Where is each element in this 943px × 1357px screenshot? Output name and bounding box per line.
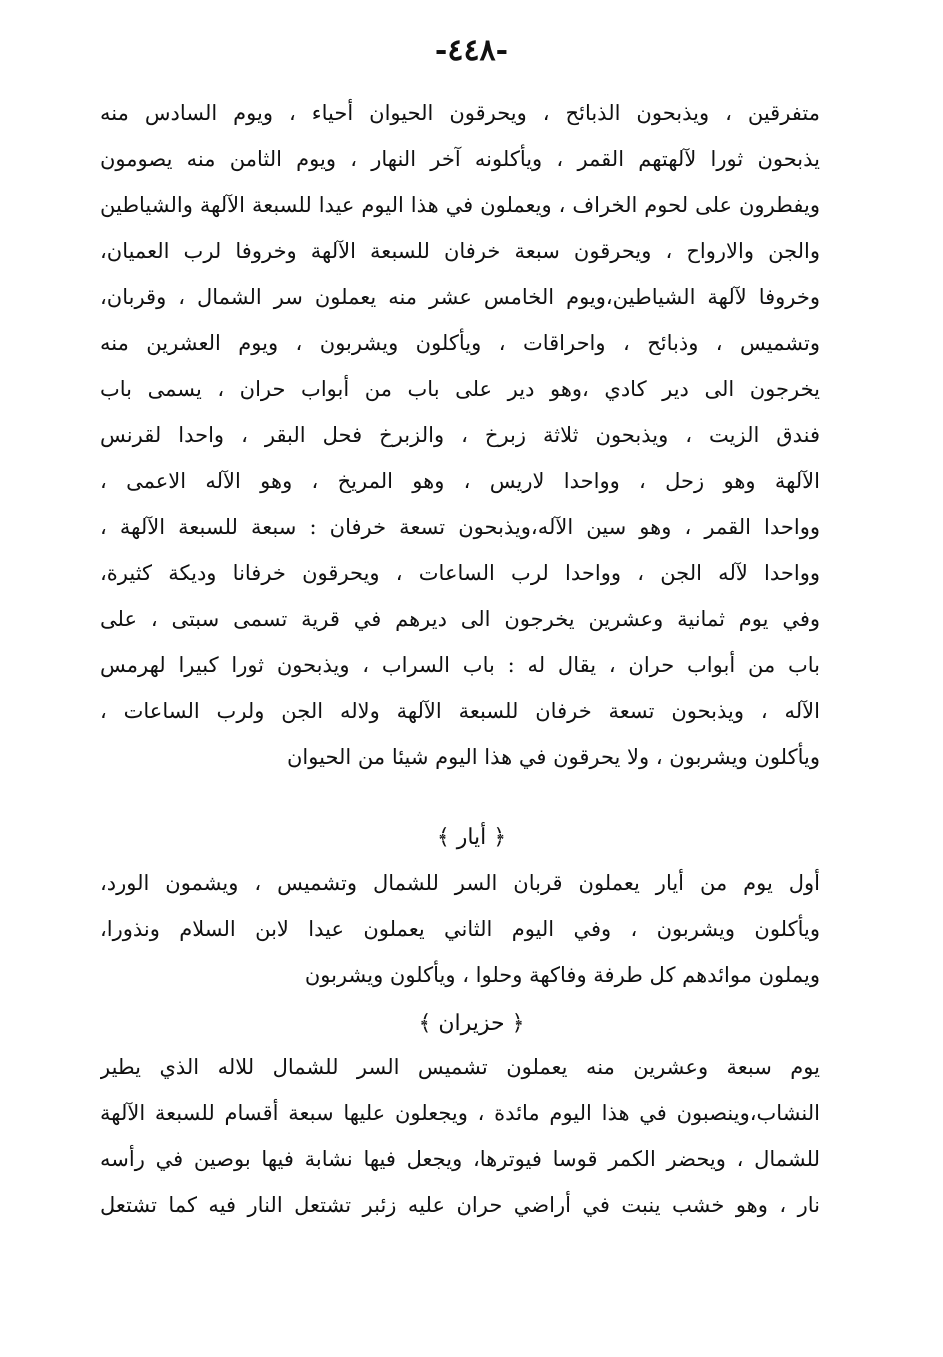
text-line: وخروفا لآلهة الشياطين،ويوم الخامس عشر منه يعملون سر الشمال ، وقربان، [100, 285, 820, 309]
text-line: للشمال ، ويحضر الكمر قوسا فيوترها، ويجعل فيها نشابة فيها بوصين في رأسه [100, 1147, 820, 1171]
text-line: يخرجون الى دير كادي ،وهو دير على باب من أبواب حران ، يسمى باب [100, 377, 820, 401]
text-line: والجن والارواح ، ويحرقون سبعة خرفان للسبعة الآلهة وخروفا لرب العميان، [100, 239, 820, 263]
text-line: أول يوم من أيار يعملون قربان السر للشمال وتشميس ، ويشمون الورد، [100, 871, 820, 895]
text-line: ويأكلون ويشربون ، وفي اليوم الثاني يعملون عيدا لابن السلام ونذورا، [100, 917, 820, 941]
text-line: ويأكلون ويشربون ، ولا يحرقون في هذا اليوم شيئا من الحيوان [287, 745, 820, 769]
text-line: نار ، وهو خشب ينبت في أراضي حران عليه زئبر تشتعل النار فيه كما تشتعل [100, 1193, 820, 1217]
text-line: ويفطرون على لحوم الخراف ، ويعملون في هذا اليوم عيدا للسبعة الآلهة والشياطين [100, 193, 820, 217]
text-line: وواحدا القمر ، وهو سين الآله،ويذبحون تسعة خرفان : سبعة للسبعة الآلهة ، [100, 515, 820, 539]
text-line: يوم سبعة وعشرين منه يعملون تشميس السر للشمال للاله الذي يطير [100, 1055, 820, 1079]
paragraph-1 [100, 90, 820, 780]
text-line: فندق الزيت ، ويذبحون ثلاثة زبرخ ، والزبرخ فحل البقر ، واحدا لقرنس [100, 423, 820, 447]
text-line: الآلهة وهو زحل ، وواحدا لاريس ، وهو المريخ ، وهو الآله الاعمى ، [100, 469, 820, 493]
text-line: ويملون موائدهم كل طرفة وفاكهة وحلوا ، ويأكلون ويشربون [304, 963, 820, 987]
text-line: وتشميس ، وذبائح ، واحراقات ، ويأكلون ويشربون ، ويوم العشرين منه [100, 331, 820, 355]
text-line: يذبحون ثورا لآلهتهم القمر ، ويأكلونه آخر النهار ، ويوم الثامن منه يصومون [100, 147, 820, 171]
text-line: النشاب،وينصبون في هذا اليوم مائدة ، ويجعلون عليها سبعة أقسام للسبعة الآلهة [100, 1101, 820, 1125]
text-line: وواحدا لآله الجن ، وواحدا لرب الساعات ، ويحرقون خرفانا وديكة كثيرة، [100, 561, 820, 585]
page-number: -٤٤٨- [434, 33, 509, 68]
paragraph-2 [100, 860, 820, 998]
paragraph-3 [100, 1044, 820, 1228]
text-line: متفرقين ، ويذبحون الذبائح ، ويحرقون الحيوان أحياء ، ويوم السادس منه [100, 101, 820, 125]
text-line: وفي يوم ثمانية وعشرين يخرجون الى ديرهم في قرية تسمى سبتى ، على [100, 607, 820, 631]
text-line: الآله ، ويذبحون تسعة خرفان للسبعة الآلهة ولاله الجن ولرب الساعات ، [100, 699, 820, 723]
text-line: باب من أبواب حران ، يقال له : باب السراب ، ويذبحون ثورا كبيرا لهرمس [100, 653, 820, 677]
section-heading-ayyar: ﴿ أيار ﴾ [436, 825, 507, 850]
section-heading-haziran: ﴿ حزيران ﴾ [418, 1011, 525, 1036]
